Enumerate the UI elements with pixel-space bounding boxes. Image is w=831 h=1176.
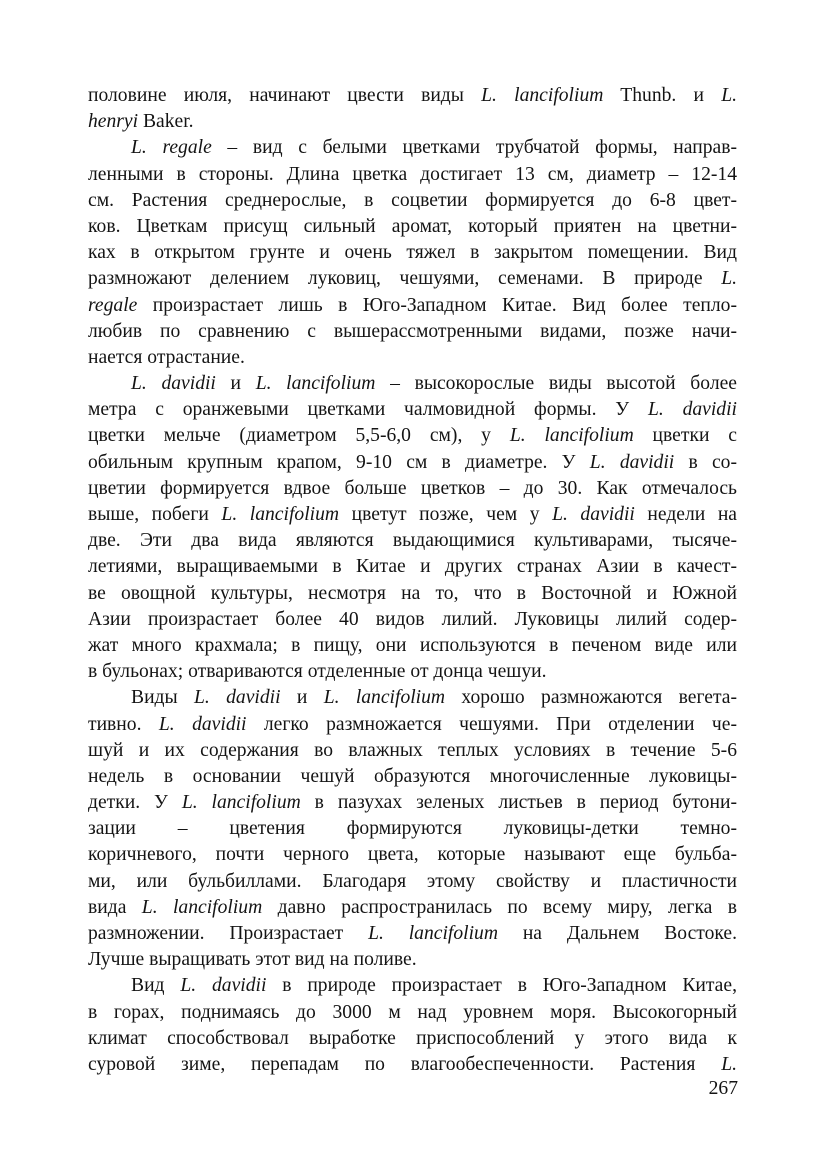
text-line (88, 240, 737, 266)
text-run: летиями, выращиваемыми в Китае и других странах Азии в качест- (88, 556, 737, 578)
text-run: Азии произрастает более 40 видов лилий. Луковицы лилий содер- (88, 608, 737, 630)
text-run: тивно. (88, 713, 159, 735)
text-line (88, 188, 737, 214)
text-line (88, 371, 737, 397)
text-run: ках в открытом грунте и очень тяжел в закрытом помещении. Вид (88, 242, 737, 264)
species-name: L. davidii (158, 713, 247, 735)
text-line (88, 83, 737, 109)
text-line (88, 135, 737, 161)
text-line (88, 633, 737, 659)
text-line (88, 764, 737, 790)
species-name: L. davidii (194, 687, 281, 709)
text-line (88, 528, 737, 554)
species-name: L. davidii (589, 451, 675, 473)
text-line (88, 293, 737, 319)
text-line (88, 266, 737, 292)
species-name: henryi (88, 111, 139, 133)
species-name: L. (721, 268, 737, 290)
text-line (88, 1000, 737, 1026)
text-run: – высокорослые виды высотой более (375, 373, 737, 395)
species-name: regale (88, 294, 138, 316)
text-run: коричневого, почти черного цвета, которые называют еще бульба- (88, 844, 737, 866)
text-line (88, 1052, 737, 1078)
species-name: L. davidii (647, 399, 737, 421)
text-line (88, 554, 737, 580)
page-number: 267 (708, 1078, 738, 1099)
text-line (88, 790, 737, 816)
species-name: L. davidii (131, 373, 216, 395)
text-run: – вид с белыми цветками трубчатой формы, направ- (211, 137, 737, 159)
text-run: в пазухах зеленых листьев в период бутони- (300, 792, 737, 814)
text-run: произрастает лишь в Юго-Западном Китае. Вид более тепло- (137, 294, 737, 316)
text-run: климат способствовал выработке приспособлений у этого вида к (88, 1027, 737, 1049)
text-run: шуй и их содержания во влажных теплых условиях в течение 5-6 (88, 739, 737, 761)
text-run: размножении. Произрастает (88, 923, 369, 944)
text-run: хорошо размножаются вегета- (445, 687, 737, 709)
text-line (88, 607, 737, 633)
text-line (88, 450, 737, 476)
text-run: метра с оранжевыми цветками чалмовидной формы. У (88, 399, 648, 421)
text-run: нается отрастание. (88, 346, 245, 368)
text-line (88, 895, 737, 921)
text-run: ве овощной культуры, несмотря на то, что в Восточной и Южной (88, 582, 737, 604)
text-line (88, 162, 737, 188)
text-run: зации – цветения формируются луковицы-детки темно- (88, 818, 737, 840)
text-run: размножают делением луковиц, чешуями, семенами. В природе (88, 268, 722, 290)
text-line (88, 319, 737, 345)
text-run: вида (88, 896, 142, 918)
text-run: недель в основании чешуй образуются многочисленные луковицы- (88, 765, 737, 787)
text-run: жат много крахмала; в пищу, они используются в печеном виде или (88, 634, 737, 656)
text-run: Вид (131, 975, 181, 997)
text-run: суровой зиме, перепадам по влагообеспеченности. Растения (88, 1053, 722, 1075)
text-line (88, 816, 737, 842)
species-name: L. lancifolium (323, 687, 446, 709)
text-run: и (280, 687, 324, 709)
text-run: ми, или бульбиллами. Благодаря этому свойству и пластичности (88, 870, 737, 892)
text-line (88, 947, 737, 973)
text-line (88, 476, 737, 502)
text-line (88, 581, 737, 607)
text-line (88, 659, 737, 685)
text-run: ленными в стороны. Длина цветка достигает 13 см, диаметр – 12-14 (88, 163, 737, 185)
text-run: легко размножается чешуями. При отделении че- (246, 713, 737, 735)
text-run: см. Растения среднерослые, в соцветии формируется до 6-8 цвет- (88, 189, 737, 211)
text-line (88, 738, 737, 764)
species-name: L. regale (131, 137, 212, 159)
text-run: и (215, 373, 256, 395)
text-run: цветии формируется вдвое больше цветков – до 30. Как отмечалось (88, 477, 737, 499)
text-run: цветки мельче (диаметром 5,5-6,0 см), у (88, 425, 510, 447)
text-run: в природе произрастает в Юго-Западном Китае, (266, 975, 737, 997)
text-line (88, 973, 737, 999)
species-name: L. lancifolium (221, 504, 340, 525)
text-run: Thunb. и (603, 85, 722, 106)
text-line (88, 345, 737, 371)
body-text (88, 83, 737, 1078)
text-line (88, 423, 737, 449)
text-run: Виды (131, 687, 195, 709)
text-run: Лучше выращивать этот вид на поливе. (88, 949, 417, 971)
species-name: L. lancifolium (481, 85, 604, 106)
text-run: любив по сравнению с вышерассмотренными видами, позже начи- (88, 320, 737, 342)
text-line (88, 109, 737, 135)
text-line (88, 712, 737, 738)
text-run: в бульонах; отвариваются отделенные от донца чешуи. (88, 661, 547, 683)
text-line (88, 842, 737, 868)
text-line (88, 869, 737, 895)
text-run: половине июля, начинают цвести виды (88, 85, 482, 106)
species-name: L. lancifolium (368, 923, 498, 944)
text-run: обильным крупным крапом, 9-10 см в диаметре. У (88, 451, 590, 473)
species-name: L. davidii (552, 504, 635, 525)
text-run: цветут позже, чем у (339, 504, 553, 525)
text-run: ков. Цветкам присущ сильный аромат, который приятен на цветни- (88, 215, 737, 237)
text-run: выше, побеги (88, 504, 222, 525)
text-run: на Дальнем Востоке. (497, 923, 737, 944)
species-name: L. (721, 85, 737, 106)
species-name: L. (721, 1053, 737, 1075)
text-run: детки. У (88, 792, 182, 814)
text-run: давно распространилась по всему миру, легка в (262, 896, 738, 918)
text-run: цветки с (633, 425, 737, 447)
text-run: в горах, поднимаясь до 3000 м над уровнем моря. Высокогорный (88, 1001, 737, 1023)
species-name: L. davidii (180, 975, 267, 997)
text-run: недели на (634, 504, 738, 525)
species-name: L. lancifolium (141, 896, 263, 918)
text-line (88, 214, 737, 240)
species-name: L. lancifolium (181, 792, 301, 814)
text-line (88, 502, 737, 528)
text-line (88, 397, 737, 423)
text-line (88, 1026, 737, 1052)
text-line (88, 685, 737, 711)
text-run: Baker. (138, 111, 194, 133)
text-line (88, 921, 737, 947)
species-name: L. lancifolium (255, 373, 376, 395)
text-run: две. Эти два вида являются выдающимися культиварами, тысяче- (88, 530, 737, 552)
text-run: в со- (674, 451, 737, 473)
species-name: L. lancifolium (509, 425, 634, 447)
